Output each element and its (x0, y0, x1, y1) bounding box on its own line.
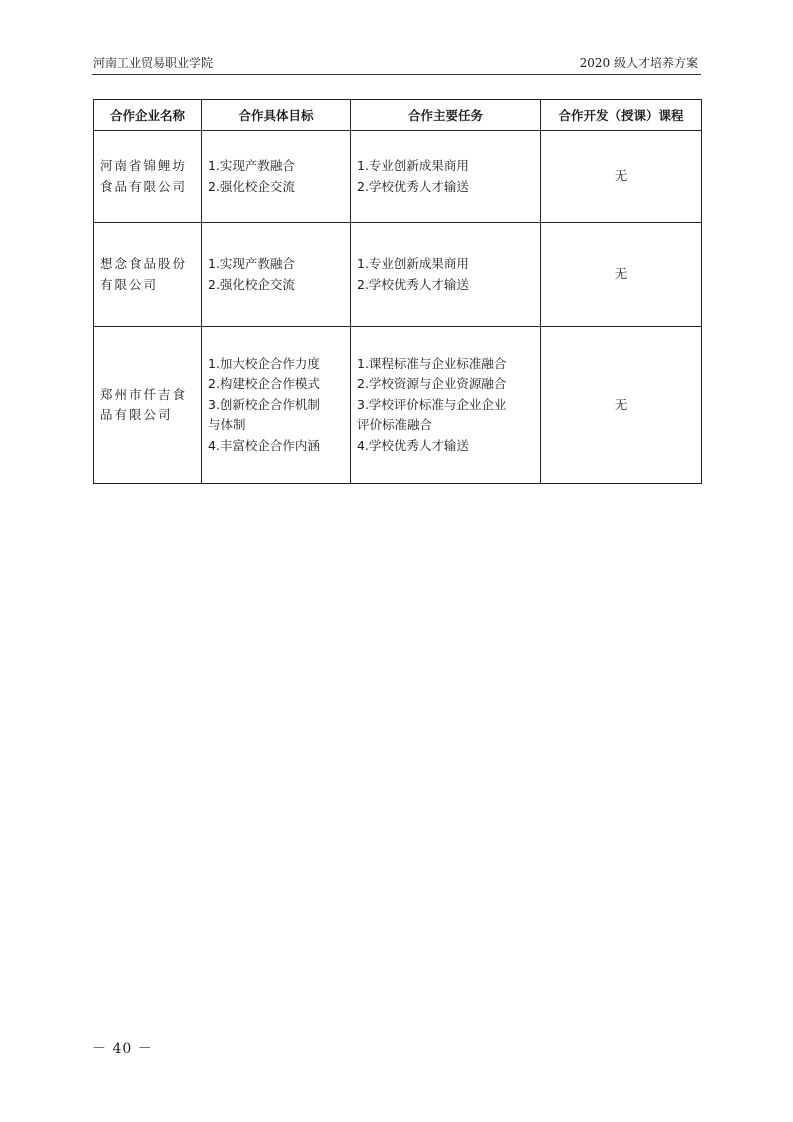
task-item: 3.学校评价标准与企业企业 (357, 396, 507, 412)
page-number: － 40 － (92, 1041, 153, 1057)
company-name-line: 食品有限公司 (100, 178, 188, 194)
header-document-title: 2020 级人才培养方案 (579, 56, 698, 70)
header-institution: 河南工业贸易职业学院 (93, 56, 214, 70)
column-header-course: 合作开发（授课）课程 (541, 100, 702, 131)
tasks-cell (351, 131, 541, 223)
goals-cell (202, 223, 351, 327)
course-cell: 无 (541, 223, 702, 327)
goal-item: 2.强化校企交流 (208, 276, 295, 292)
table-row (94, 223, 702, 327)
goal-item: 1.加大校企合作力度 (208, 355, 320, 371)
course-cell: 无 (541, 327, 702, 484)
course-cell: 无 (541, 131, 702, 223)
tasks-cell (351, 327, 541, 484)
goal-item: 与体制 (208, 417, 246, 433)
goal-item: 3.创新校企合作机制 (208, 396, 320, 412)
task-item: 1.专业创新成果商用 (357, 256, 469, 271)
task-item: 评价标准融合 (357, 417, 433, 433)
company-name-cell (94, 327, 202, 484)
table-row (94, 327, 702, 484)
company-name-cell (94, 131, 202, 223)
tasks-cell (351, 223, 541, 327)
goals-cell (202, 131, 351, 223)
company-name-line: 郑州市仟吉食 (100, 386, 188, 402)
company-name-line: 有限公司 (100, 276, 159, 292)
task-item: 1.课程标准与企业标准融合 (357, 355, 507, 371)
goals-cell (202, 327, 351, 484)
goal-item: 4.丰富校企合作内涵 (208, 437, 320, 453)
column-header-tasks: 合作主要任务 (351, 100, 541, 131)
goal-item: 2.构建校企合作模式 (208, 376, 320, 392)
cooperation-table (93, 99, 702, 484)
company-name-cell (94, 223, 202, 327)
company-name-line: 想念食品股份 (100, 256, 188, 271)
table-row (94, 131, 702, 223)
company-name-line: 河南省锦鲤坊 (100, 158, 188, 173)
goal-item: 1.实现产教融合 (208, 158, 295, 173)
company-name-line: 品有限公司 (100, 407, 173, 422)
goal-item: 1.实现产教融合 (208, 256, 295, 271)
task-item: 1.专业创新成果商用 (357, 158, 469, 173)
column-header-goals: 合作具体目标 (202, 100, 351, 131)
task-item: 2.学校优秀人才输送 (357, 178, 469, 194)
header-divider (92, 74, 701, 75)
task-item: 4.学校优秀人才输送 (357, 437, 469, 453)
goal-item: 2.强化校企交流 (208, 178, 295, 194)
table-header-row (94, 100, 702, 131)
task-item: 2.学校资源与企业资源融合 (357, 376, 507, 392)
column-header-company: 合作企业名称 (94, 100, 202, 131)
task-item: 2.学校优秀人才输送 (357, 276, 469, 292)
